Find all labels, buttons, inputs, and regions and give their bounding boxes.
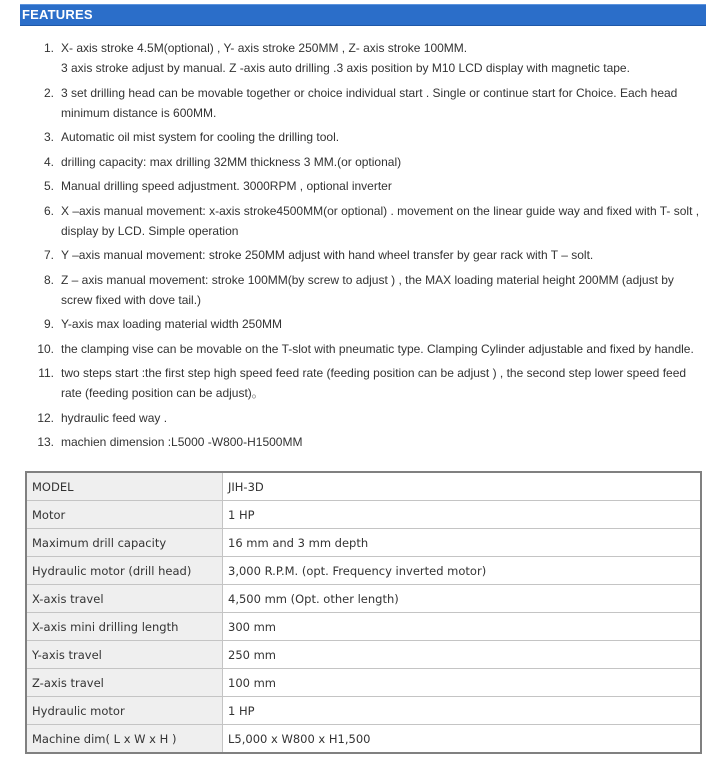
feature-item	[0, 270, 710, 310]
feature-number: 12.	[37, 410, 54, 425]
feature-item	[0, 176, 710, 196]
table-row	[26, 472, 701, 501]
feature-text: 3 set drilling head can be movable together or choice individual start . Single or continue start for Choice. Each head minimum distance is 600MM.	[61, 85, 678, 120]
feature-text: Y –axis manual movement: stroke 250MM adjust with hand wheel transfer by gear rack with T – solt.	[61, 248, 594, 262]
spec-value: 1 HP	[223, 697, 702, 725]
spec-value: 16 mm and 3 mm depth	[223, 529, 702, 557]
feature-text: Z – axis manual movement: stroke 100MM(by screw to adjust ) , the MAX loading material height 200MM (adjust by screw fixed with dove tail.)	[61, 272, 674, 307]
feature-number: 8.	[43, 272, 54, 287]
spec-value: 4,500 mm (Opt. other length)	[223, 585, 702, 613]
feature-text-line2: 3 axis stroke adjust by manual. Z -axis auto drilling .3 axis position by M10 LCD display with magnetic tape.	[61, 61, 630, 75]
feature-item	[0, 339, 710, 359]
table-row	[26, 529, 701, 557]
spec-value: 300 mm	[223, 613, 702, 641]
feature-number: 1.	[43, 41, 54, 55]
features-list	[0, 38, 710, 457]
spec-value: 3,000 R.P.M. (opt. Frequency inverted motor)	[223, 557, 702, 585]
feature-number: 3.	[43, 130, 54, 144]
features-title: FEATURES	[22, 7, 93, 22]
table-row	[26, 669, 701, 697]
feature-number: 5.	[43, 179, 54, 193]
feature-text: X –axis manual movement: x-axis stroke4500MM(or optional) . movement on the linear guide way and fixed with T- solt , display by LCD. Simple operation	[61, 203, 700, 238]
spec-label: Machine dim( L x W x H )	[26, 725, 223, 754]
spec-label: MODEL	[26, 472, 223, 501]
feature-text: drilling capacity: max drilling 32MM thickness 3 MM.(or optional)	[61, 154, 402, 169]
table-row	[26, 613, 701, 641]
feature-text: hydraulic feed way .	[61, 410, 168, 425]
spec-value: 1 HP	[223, 501, 702, 529]
feature-item	[0, 38, 710, 78]
table-row	[26, 557, 701, 585]
feature-number: 2.	[43, 85, 54, 100]
table-row	[26, 725, 701, 754]
feature-number: 11.	[38, 366, 54, 380]
feature-item	[0, 408, 710, 428]
feature-number: 10.	[37, 341, 54, 356]
feature-text: Automatic oil mist system for cooling the drilling tool.	[61, 130, 340, 144]
features-header-bar	[20, 4, 706, 26]
spec-label: Z-axis travel	[26, 669, 223, 697]
feature-text: the clamping vise can be movable on the T-slot with pneumatic type. Clamping Cylinder adjustable and fixed by handle.	[61, 341, 694, 356]
table-row	[26, 501, 701, 529]
feature-number: 7.	[43, 248, 54, 262]
table-row	[26, 585, 701, 613]
spec-value: 250 mm	[223, 641, 702, 669]
feature-item	[0, 201, 710, 241]
spec-value: 100 mm	[223, 669, 702, 697]
spec-label: X-axis travel	[26, 585, 223, 613]
feature-item	[0, 152, 710, 172]
feature-text: Y-axis max loading material width 250MM	[61, 317, 282, 331]
feature-item	[0, 83, 710, 123]
feature-text: two steps start :the first step high speed feed rate (feeding position can be adjust ) , the second step lower speed feed rate (feeding position can be adjust)。	[61, 366, 687, 400]
table-row	[26, 697, 701, 725]
feature-number: 6.	[43, 203, 54, 218]
feature-item	[0, 432, 710, 452]
spec-label: Motor	[26, 501, 223, 529]
spec-label: Y-axis travel	[26, 641, 223, 669]
spec-label: Hydraulic motor (drill head)	[26, 557, 223, 585]
spec-label: X-axis mini drilling length	[26, 613, 223, 641]
feature-text: machien dimension :L5000 -W800-H1500MM	[61, 435, 303, 449]
spec-table	[25, 471, 702, 754]
feature-item	[0, 314, 710, 334]
feature-item	[0, 363, 710, 403]
table-row	[26, 641, 701, 669]
feature-item	[0, 127, 710, 147]
spec-value: L5,000 x W800 x H1,500	[223, 725, 702, 754]
feature-text: Manual drilling speed adjustment. 3000RPM , optional inverter	[61, 179, 392, 193]
feature-number: 4.	[43, 154, 54, 169]
spec-label: Hydraulic motor	[26, 697, 223, 725]
feature-text: X- axis stroke 4.5M(optional) , Y- axis stroke 250MM , Z- axis stroke 100MM.	[61, 41, 468, 55]
spec-label: Maximum drill capacity	[26, 529, 223, 557]
feature-item	[0, 245, 710, 265]
spec-value: JIH-3D	[223, 472, 702, 501]
feature-number: 9.	[43, 317, 54, 331]
feature-number: 13.	[37, 435, 54, 449]
